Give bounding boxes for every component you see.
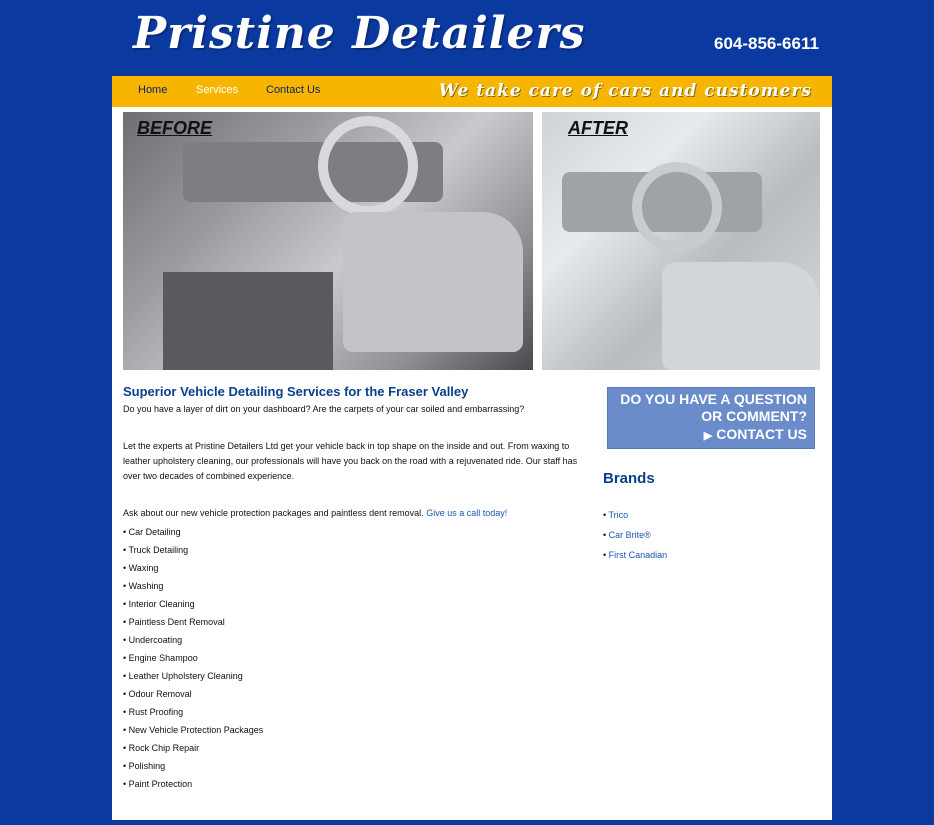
brand-label: Car Brite® xyxy=(608,530,651,540)
brand-label: Trico xyxy=(608,510,629,520)
nav-bar xyxy=(112,76,832,107)
before-photo xyxy=(123,112,533,370)
brands-list xyxy=(603,505,667,565)
main-text xyxy=(123,384,583,793)
cta-line-3 xyxy=(704,426,807,442)
service-item: • Polishing xyxy=(123,761,166,771)
after-photo xyxy=(542,112,820,370)
tagline: We take care of cars and customers xyxy=(438,81,812,101)
cta-contact-text: CONTACT US xyxy=(716,426,807,442)
call-us-link[interactable]: Give us a call today! xyxy=(426,508,508,518)
brand-label: First Canadian xyxy=(608,550,668,560)
steering-wheel-shape xyxy=(632,162,722,252)
brand-link-first-canadian[interactable]: • First Canadian xyxy=(603,550,668,560)
before-label: BEFORE xyxy=(137,118,213,138)
service-item: • Paint Protection xyxy=(123,779,193,789)
cta-line-2: OR COMMENT? xyxy=(701,408,807,424)
service-item: • Leather Upholstery Cleaning xyxy=(123,671,243,681)
service-item: • Paintless Dent Removal xyxy=(123,617,225,627)
seat-shape xyxy=(662,262,820,370)
dirty-floor-shape xyxy=(163,272,333,370)
service-item: • Washing xyxy=(123,581,164,591)
service-item: • Truck Detailing xyxy=(123,545,189,555)
brands-heading: Brands xyxy=(603,470,655,487)
cta-line-1: DO YOU HAVE A QUESTION xyxy=(620,391,807,407)
service-item: • Car Detailing xyxy=(123,527,181,537)
service-item: • Waxing xyxy=(123,563,159,573)
nav-home-link[interactable]: Home xyxy=(138,84,168,96)
ask-text: Ask about our new vehicle protection packages and paintless dent removal. xyxy=(123,508,424,518)
service-item: • Engine Shampoo xyxy=(123,653,198,663)
brand-link-car-brite[interactable]: • Car Brite® xyxy=(603,530,651,540)
service-item: • Interior Cleaning xyxy=(123,599,195,609)
service-item: • Undercoating xyxy=(123,635,183,645)
service-item: • New Vehicle Protection Packages xyxy=(123,725,264,735)
service-item: • Rock Chip Repair xyxy=(123,743,200,753)
brand-link-trico[interactable]: • Trico xyxy=(603,510,629,520)
page-headline: Superior Vehicle Detailing Services for the Fraser Valley xyxy=(123,384,469,399)
service-item: • Odour Removal xyxy=(123,689,192,699)
play-arrow-icon: ▶ xyxy=(703,430,713,442)
steering-wheel-shape xyxy=(318,116,418,216)
experts-paragraph: Let the experts at Pristine Detailers Ltd get your vehicle back in top shape on the inside and out. From waxing to leather upholstery cleaning, our professionals will have you back on the road with a rejuvenated ride. Our staff has over two decades of combined experience. xyxy=(123,441,578,481)
content-panel xyxy=(112,107,832,820)
services-list xyxy=(123,523,583,793)
site-logo[interactable]: Pristine Detailers xyxy=(133,8,586,59)
intro-paragraph: Do you have a layer of dirt on your dashboard? Are the carpets of your car soiled and embarrassing? xyxy=(123,404,525,414)
ask-paragraph xyxy=(123,506,583,521)
service-item: • Rust Proofing xyxy=(123,707,184,717)
phone-number: 604-856-6611 xyxy=(714,34,819,53)
after-label: AFTER xyxy=(568,118,628,138)
contact-cta-banner[interactable] xyxy=(607,387,815,449)
nav-services-link[interactable]: Services xyxy=(196,84,239,96)
seat-shape xyxy=(343,212,523,352)
nav-contact-link[interactable]: Contact Us xyxy=(266,84,321,96)
